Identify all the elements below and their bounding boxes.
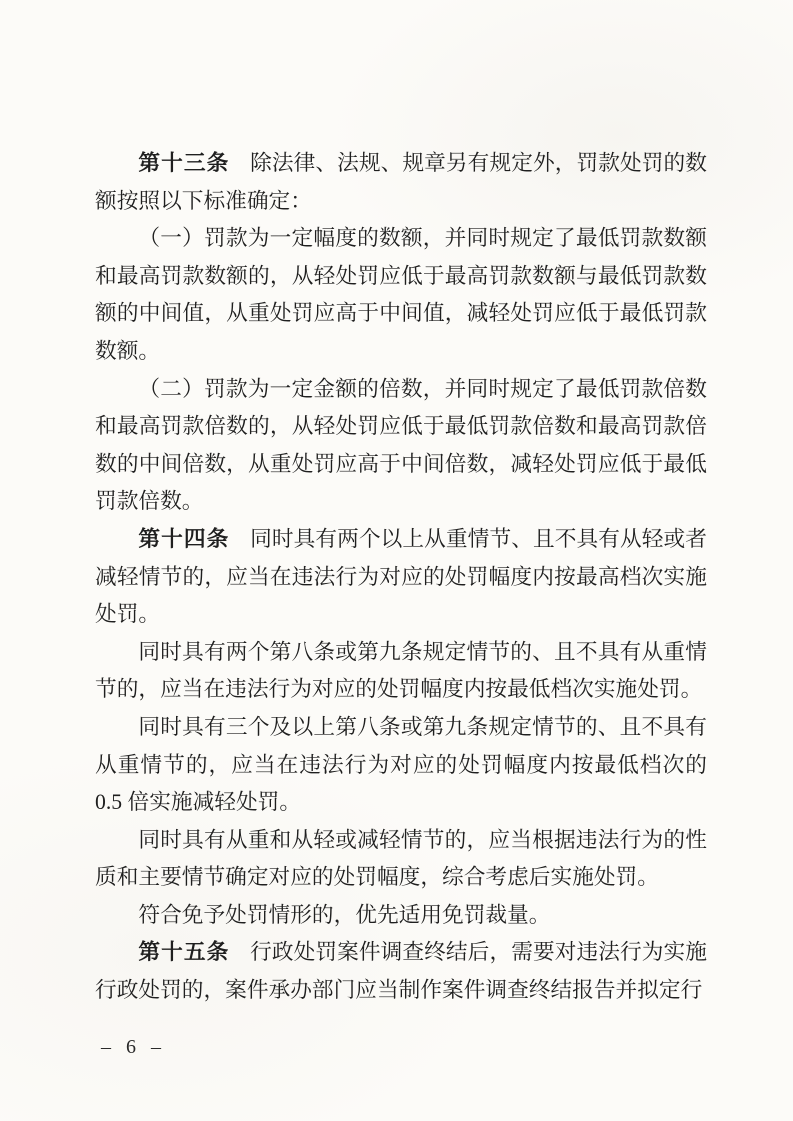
text-line: 减轻情节的，应当在违法行为对应的处罚幅度内按最高档次实施 xyxy=(95,564,707,589)
paragraph xyxy=(95,897,707,935)
text-line: 0.5 倍实施减轻处罚。 xyxy=(95,790,302,815)
text-line: 额的中间值，从重处罚应高于中间值，减轻处罚应低于最低罚款 xyxy=(95,301,707,326)
paragraph xyxy=(95,822,707,897)
text-line: 同时具有从重和从轻或减轻情节的，应当根据违法行为的性 xyxy=(138,827,707,852)
text-line: 和最高罚款倍数的，从轻处罚应低于最低罚款倍数和最高罚款倍 xyxy=(95,414,707,439)
text-line: 数的中间倍数，从重处罚应高于中间倍数，减轻处罚应低于最低 xyxy=(95,451,707,476)
text-line: 行政处罚的，案件承办部门应当制作案件调查终结报告并拟定行 xyxy=(95,978,703,1003)
paragraph-text: 同时具有两个以上从重情节、且不具有从轻或者 xyxy=(250,526,707,551)
text-line: 质和主要情节确定对应的处罚幅度，综合考虑后实施处罚。 xyxy=(95,865,659,890)
paragraph xyxy=(95,521,707,634)
article-number-label: 第十五条 xyxy=(138,940,230,965)
text-line: 节的，应当在违法行为对应的处罚幅度内按最低档次实施处罚。 xyxy=(95,677,703,702)
text-line: （二）罚款为一定金额的倍数，并同时规定了最低罚款倍数 xyxy=(138,376,707,401)
text-line xyxy=(95,145,707,183)
text-line: 罚款倍数。 xyxy=(95,489,204,514)
text-line xyxy=(95,934,707,972)
text-line: 数额。 xyxy=(95,338,161,363)
text-line: （一）罚款为一定幅度的数额，并同时规定了最低罚款数额 xyxy=(138,226,707,251)
paragraph xyxy=(95,220,707,370)
text-line: 同时具有两个第八条或第九条规定情节的、且不具有从重情 xyxy=(138,639,707,664)
text-line: 处罚。 xyxy=(95,602,161,627)
paragraph xyxy=(95,934,707,1009)
text-line: 从重情节的，应当在违法行为对应的处罚幅度内按最低档次的 xyxy=(95,752,707,777)
article-number-label: 第十四条 xyxy=(138,526,230,551)
text-line: 额按照以下标准确定： xyxy=(95,188,312,213)
text-line xyxy=(95,521,707,559)
page-number: – 6 – xyxy=(101,1036,166,1058)
paragraph-text: 行政处罚案件调查终结后，需要对违法行为实施 xyxy=(250,940,707,965)
paragraph xyxy=(95,709,707,822)
article-number-label: 第十三条 xyxy=(138,151,230,175)
paragraph xyxy=(95,634,707,709)
paragraph xyxy=(95,371,707,521)
paragraph xyxy=(95,145,707,220)
document-body xyxy=(95,145,707,1010)
paragraph-text: 除法律、法规、规章另有规定外，罚款处罚的数 xyxy=(250,151,707,175)
text-line: 同时具有三个及以上第八条或第九条规定情节的、且不具有 xyxy=(138,714,707,739)
text-line: 符合免予处罚情形的，优先适用免罚裁量。 xyxy=(138,902,551,927)
text-line: 和最高罚款数额的，从轻处罚应低于最高罚款数额与最低罚款数 xyxy=(95,263,707,288)
